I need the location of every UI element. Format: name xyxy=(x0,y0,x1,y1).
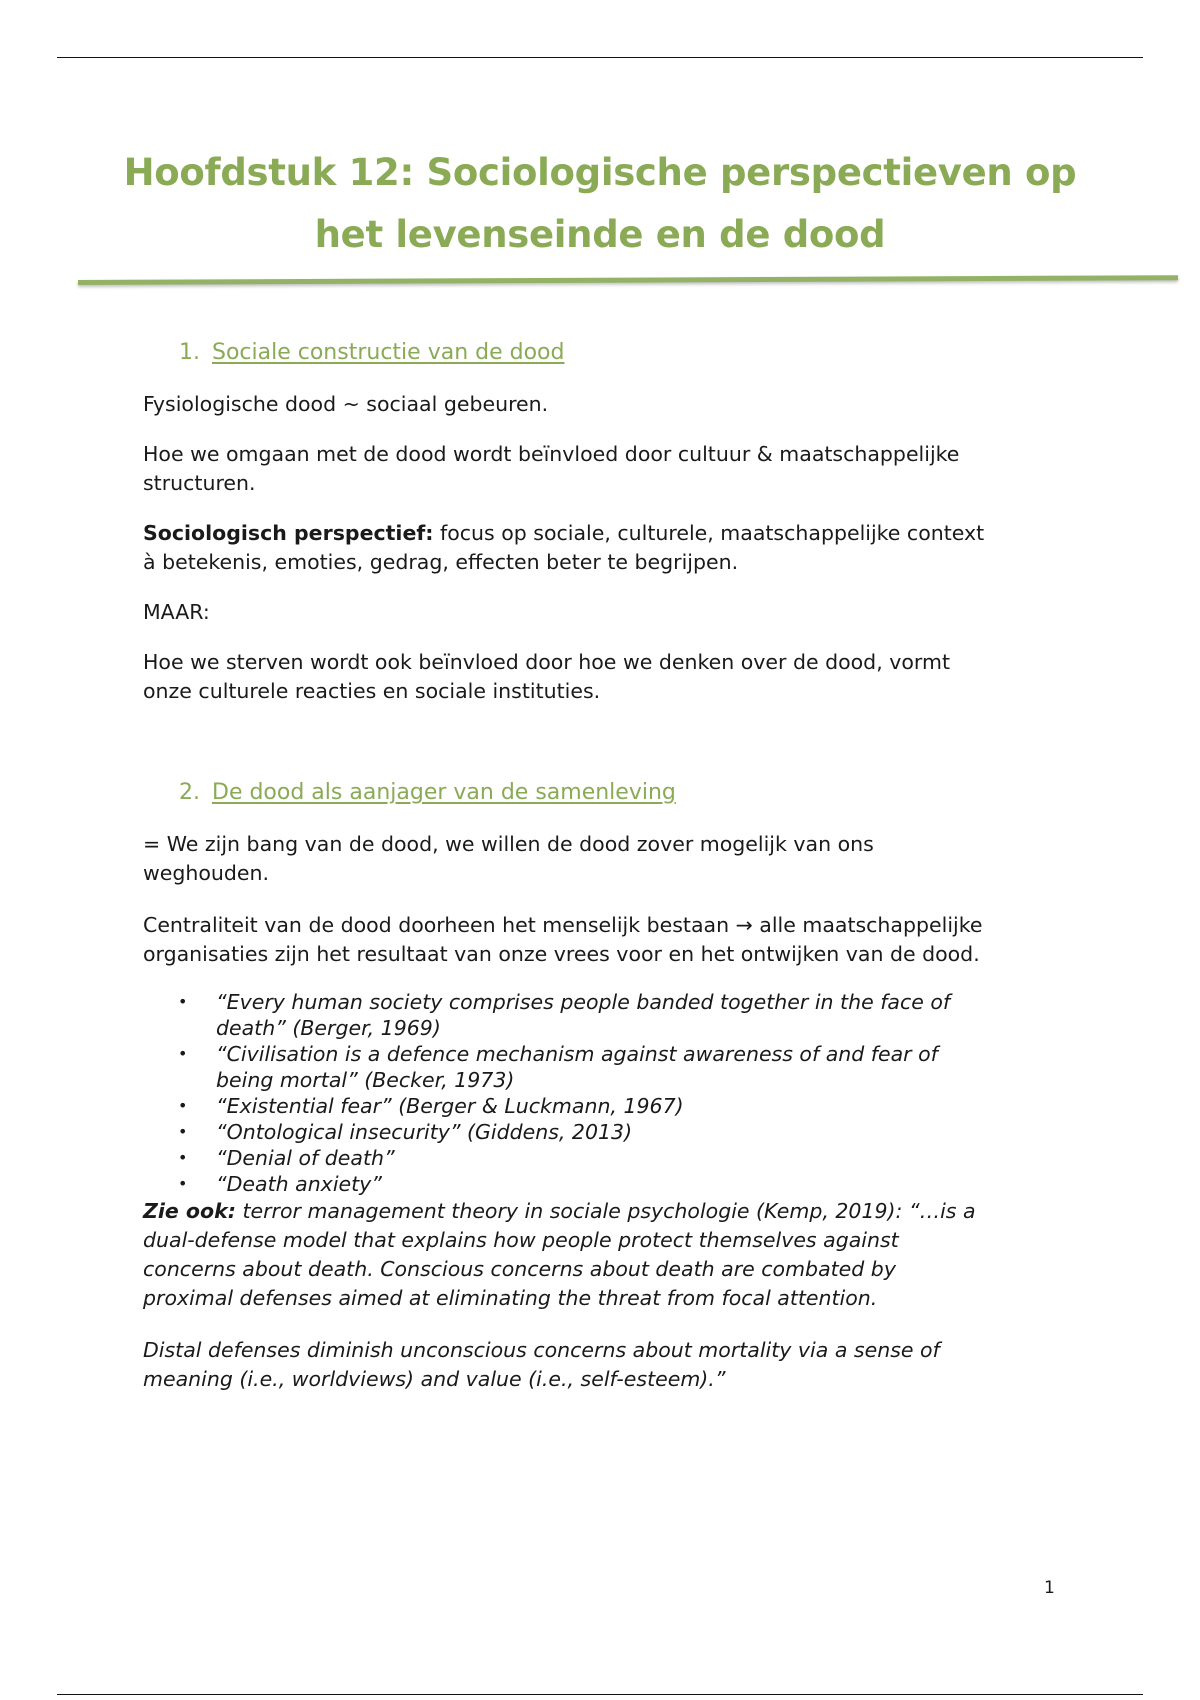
distal-paragraph xyxy=(143,1336,1073,1394)
s1-p3-line-2: à betekenis, emoties, gedrag, effecten beter te begrijpen. xyxy=(143,550,739,574)
s1-paragraph-3 xyxy=(143,519,1073,577)
title-underline xyxy=(78,275,1178,285)
section-2-number: 2. xyxy=(179,780,200,805)
list-item: • “Existential fear” (Berger & Luckmann, 1967) xyxy=(178,1094,684,1118)
s1-paragraph-2 xyxy=(143,440,1073,498)
s1-p2-line-1: Hoe we omgaan met de dood wordt beïnvloed door cultuur & maatschappelijke xyxy=(143,442,960,466)
zie-ook-line-2: dual-defense model that explains how people protect themselves against xyxy=(143,1228,899,1252)
title-line-2: het levenseinde en de dood xyxy=(314,213,886,256)
s1-p5-line-1: Hoe we sterven wordt ook beïnvloed door hoe we denken over de dood, vormt xyxy=(143,650,950,674)
list-item: • “Every human society comprises people banded together in the face of death” (Berger, 1969) xyxy=(178,990,951,1040)
s2-paragraph-1 xyxy=(143,830,1073,888)
s2-p1-line-2: weghouden. xyxy=(143,861,270,885)
page-title xyxy=(120,142,1080,266)
title-line-1: Hoofdstuk 12: Sociologische perspectieven op xyxy=(123,151,1077,194)
header-rule xyxy=(57,57,1143,58)
section-1-heading xyxy=(179,339,564,367)
s2-p2-line-1: Centraliteit van de dood doorheen het menselijk bestaan → alle maatschappelijke xyxy=(143,913,983,937)
s1-p5-line-2: onze culturele reacties en sociale instituties. xyxy=(143,679,601,703)
distal-line-2: meaning (i.e., worldviews) and value (i.e., self-esteem).” xyxy=(143,1367,726,1391)
section-1-heading-text: Sociale constructie van de dood xyxy=(212,340,565,365)
list-item: • “Civilisation is a defence mechanism against awareness of and fear of being mortal” (Becker, 1973) xyxy=(178,1042,938,1092)
s2-paragraph-2 xyxy=(143,911,1073,969)
s1-paragraph-4: MAAR: xyxy=(143,600,210,624)
zie-ook-rest: terror management theory in sociale psychologie (Kemp, 2019): “…is a xyxy=(235,1199,976,1223)
quote-list xyxy=(170,989,1070,1197)
section-2-heading-text: De dood als aanjager van de samenleving xyxy=(212,780,676,805)
list-item: • “Ontological insecurity” (Giddens, 2013) xyxy=(178,1120,633,1144)
s1-paragraph-1: Fysiologische dood ~ sociaal gebeuren. xyxy=(143,392,549,416)
zie-ook-line-4: proximal defenses aimed at eliminating the threat from focal attention. xyxy=(143,1286,878,1310)
zie-ook-bold: Zie ook: xyxy=(143,1199,236,1223)
s2-p2-line-2: organisaties zijn het resultaat van onze vrees voor en het ontwijken van de dood. xyxy=(143,942,980,966)
s1-p3-rest: focus op sociale, culturele, maatschappelijke context xyxy=(433,521,985,545)
s2-p1-line-1: = We zijn bang van de dood, we willen de dood zover mogelijk van ons xyxy=(143,832,874,856)
list-item: • “Death anxiety” xyxy=(178,1172,382,1196)
footer-rule xyxy=(57,1694,1143,1695)
s1-p3-bold: Sociologisch perspectief: xyxy=(143,521,434,545)
zie-ook-paragraph xyxy=(143,1197,1073,1313)
section-2-heading xyxy=(179,779,676,807)
distal-line-1: Distal defenses diminish unconscious concerns about mortality via a sense of xyxy=(143,1338,940,1362)
list-item: • “Denial of death” xyxy=(178,1146,395,1170)
zie-ook-line-3: concerns about death. Conscious concerns about death are combated by xyxy=(143,1257,896,1281)
section-1-number: 1. xyxy=(179,340,200,365)
s1-paragraph-5 xyxy=(143,648,1073,706)
s1-p2-line-2: structuren. xyxy=(143,471,256,495)
page-number: 1 xyxy=(1044,1578,1055,1598)
